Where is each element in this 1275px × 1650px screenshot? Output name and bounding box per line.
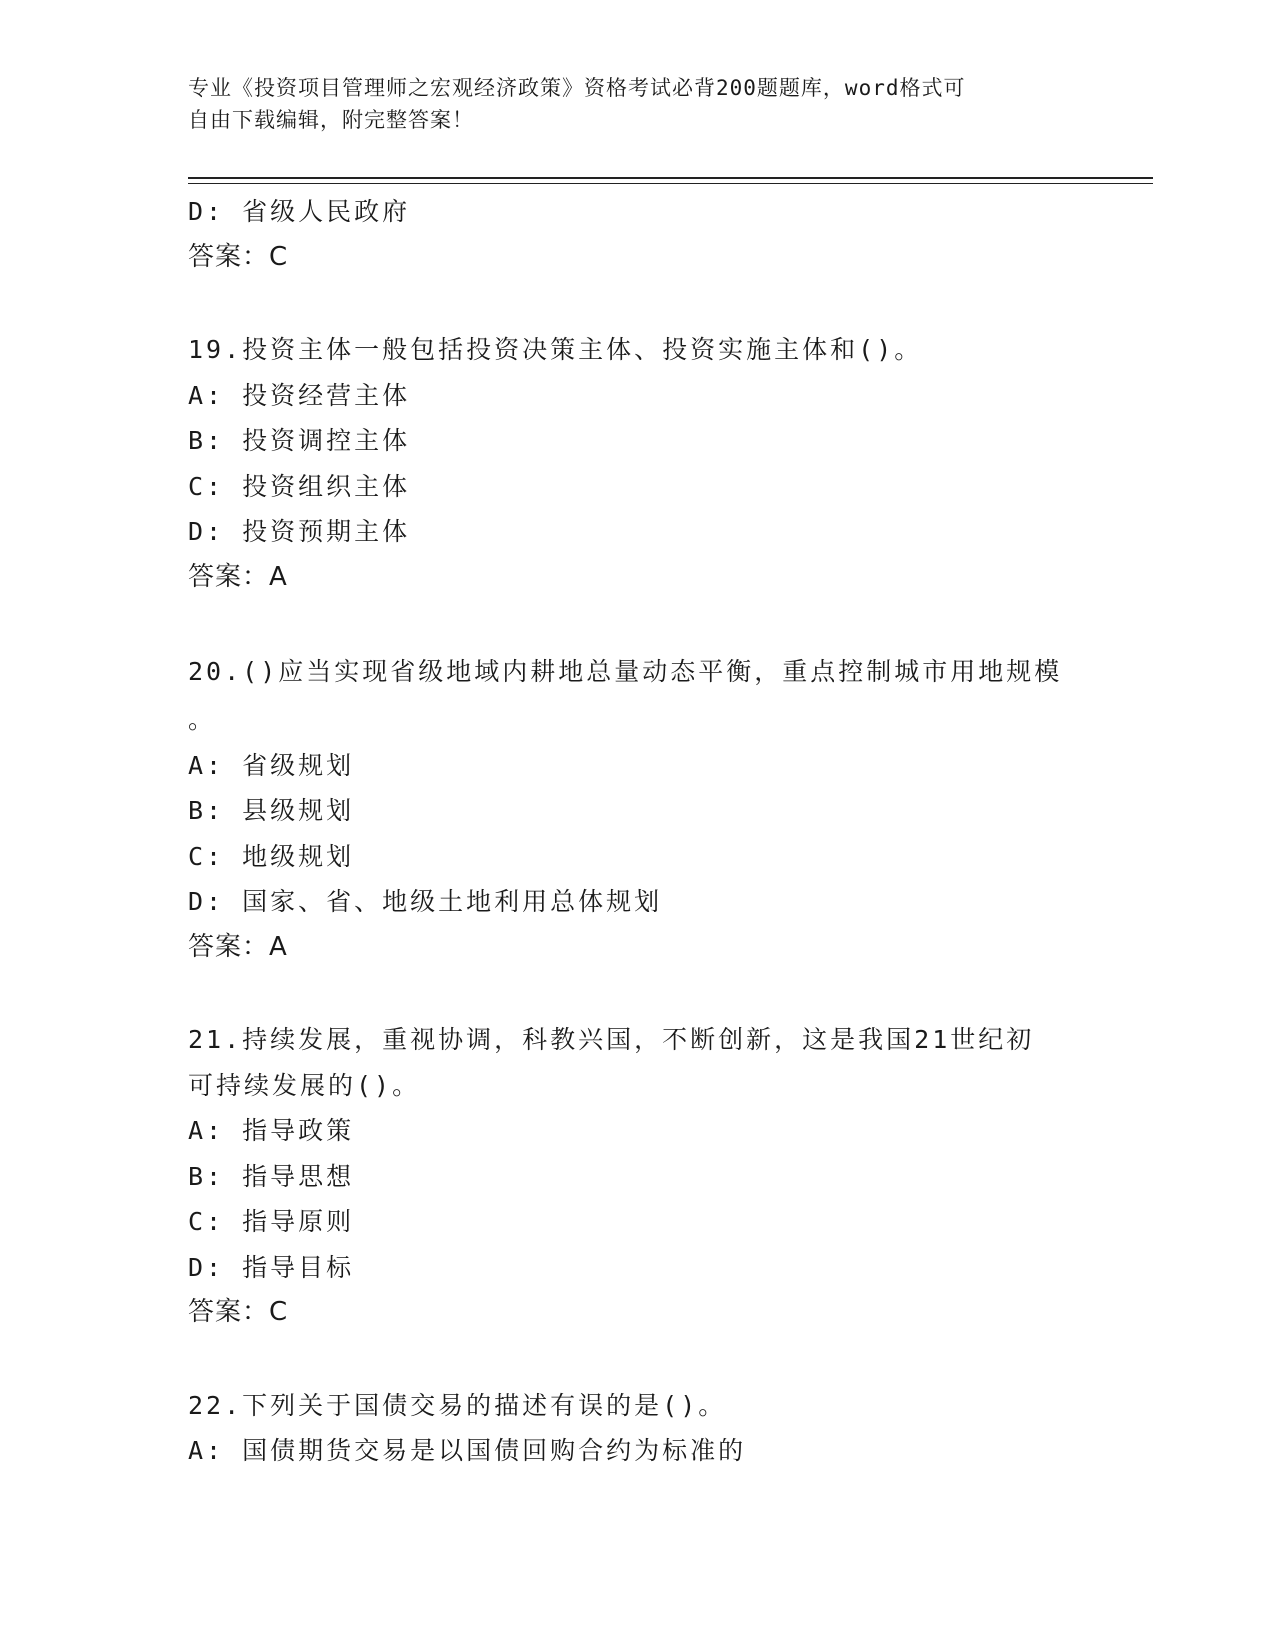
option-b: B: 投资调控主体	[188, 426, 411, 455]
answer-line: 答案：A	[188, 931, 288, 962]
spacer	[188, 280, 1078, 327]
option-d: D: 国家、省、地级土地利用总体规划	[188, 887, 663, 916]
answer-line: 答案：C	[188, 1297, 289, 1327]
question-18-tail	[188, 189, 1078, 280]
answer-line: 答案：C	[188, 241, 289, 272]
question-text-continued: 可持续发展的()。	[188, 1070, 421, 1100]
spacer	[188, 970, 1078, 1017]
question-text: 21.持续发展，重视协调，科教兴国，不断创新，这是我国21世纪初	[188, 1025, 1035, 1054]
question-text: 22.下列关于国债交易的描述有误的是()。	[188, 1390, 727, 1420]
question-21	[188, 1017, 1078, 1336]
option-d: D: 指导目标	[188, 1252, 355, 1282]
option-b: B: 指导思想	[188, 1161, 355, 1191]
header-divider-thin	[188, 183, 1153, 184]
option-c: C: 地级规划	[188, 841, 355, 871]
document-header	[188, 72, 1068, 136]
question-20	[188, 647, 1078, 970]
option-a: A: 投资经营主体	[188, 380, 411, 410]
question-text-continued: 。	[188, 705, 217, 734]
header-line-2: 自由下载编辑，附完整答案！	[188, 108, 474, 132]
option-a: A: 国债期货交易是以国债回购合约为标准的	[188, 1436, 747, 1465]
option-b: B: 县级规划	[188, 796, 355, 825]
option-a: A: 省级规划	[188, 750, 355, 780]
question-list	[188, 189, 1078, 1474]
option-d: D: 省级人民政府	[188, 197, 411, 226]
header-divider-thick	[188, 177, 1153, 179]
spacer	[188, 600, 1078, 647]
option-a: A: 指导政策	[188, 1116, 355, 1145]
question-text: 19.投资主体一般包括投资决策主体、投资实施主体和()。	[188, 335, 923, 364]
answer-line: 答案：A	[188, 561, 288, 592]
option-c: C: 指导原则	[188, 1207, 355, 1236]
option-c: C: 投资组织主体	[188, 471, 411, 501]
question-text: 20.()应当实现省级地域内耕地总量动态平衡，重点控制城市用地规模	[188, 657, 1063, 686]
question-19	[188, 327, 1078, 600]
question-22	[188, 1383, 1078, 1474]
spacer	[188, 1336, 1078, 1383]
option-d: D: 投资预期主体	[188, 517, 411, 546]
header-line-1: 专业《投资项目管理师之宏观经济政策》资格考试必背200题题库，word格式可	[188, 76, 966, 100]
